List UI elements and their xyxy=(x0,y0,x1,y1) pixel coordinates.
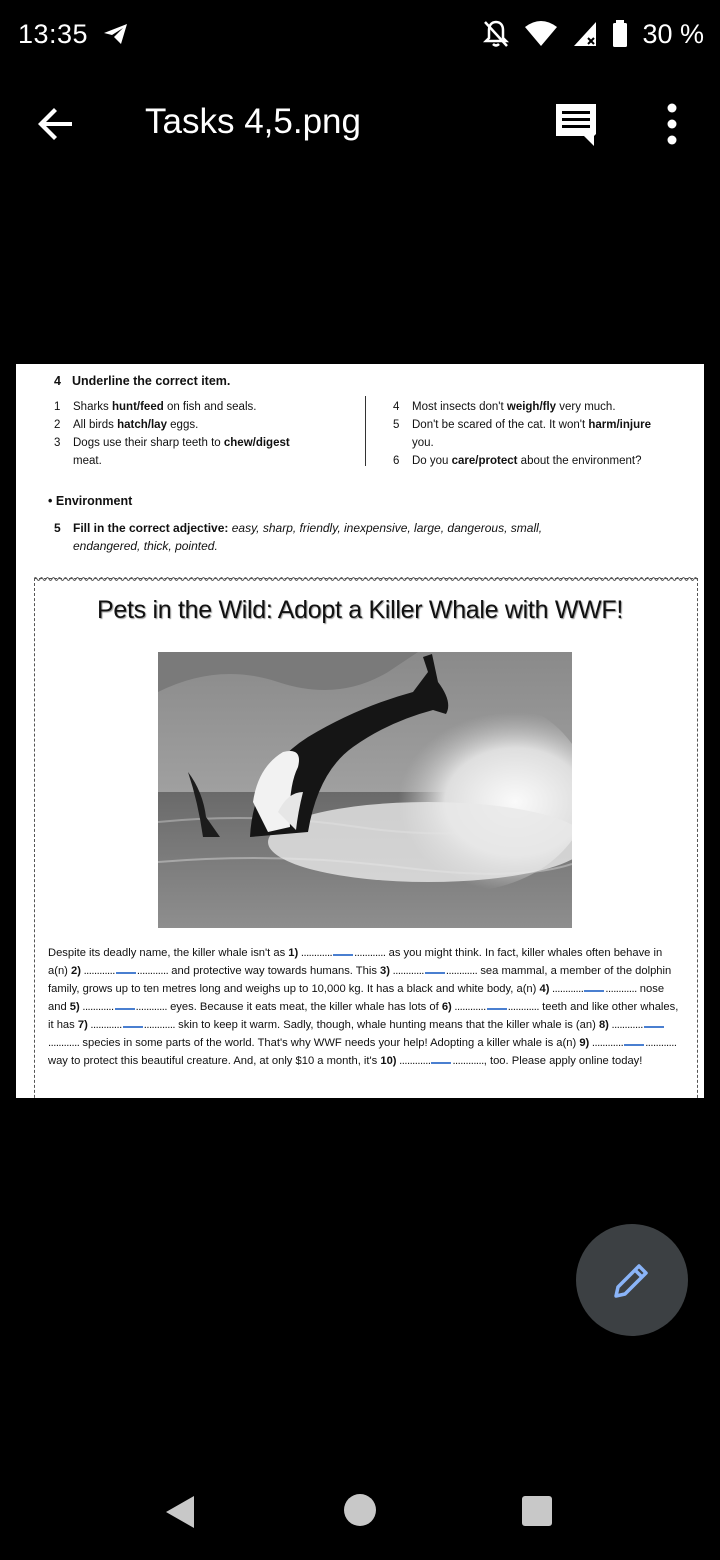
pencil-icon xyxy=(610,1258,654,1302)
item-text: Don't be scared of the cat. It won't harm/injure you. xyxy=(412,419,651,449)
blank-underline xyxy=(624,1038,644,1046)
comment-icon[interactable] xyxy=(550,98,602,150)
task4-left-column xyxy=(54,398,344,470)
item-number: 1 xyxy=(54,401,61,413)
answer-blank: ............ ............ xyxy=(79,1001,167,1013)
environment-heading: • Environment xyxy=(48,494,133,508)
blank-underline xyxy=(116,966,136,974)
nav-back-icon[interactable] xyxy=(164,1494,196,1530)
blank-underline xyxy=(584,984,604,992)
status-time: 13:35 xyxy=(18,18,89,49)
item-number: 4 xyxy=(393,401,400,413)
answer-blank: ............ ............ xyxy=(549,983,637,995)
task4-item xyxy=(54,416,344,434)
cell-signal-icon xyxy=(572,20,598,48)
blank-underline xyxy=(487,1002,507,1010)
column-divider xyxy=(365,396,366,466)
edit-fab-button[interactable] xyxy=(576,1224,688,1336)
system-nav-bar xyxy=(0,1470,720,1560)
arrow-left-icon[interactable] xyxy=(32,100,80,148)
answer-blank: ............ ............ xyxy=(298,947,386,959)
item-text: Sharks hunt/feed on fish and seals. xyxy=(73,401,257,413)
item-number: 3 xyxy=(54,437,61,449)
blank-underline xyxy=(425,966,445,974)
app-bar xyxy=(0,80,720,164)
wifi-icon xyxy=(524,20,558,48)
item-text: Most insects don't weigh/fly very much. xyxy=(412,401,616,413)
blank-underline xyxy=(333,948,353,956)
blank-underline xyxy=(115,1002,135,1010)
notifications-off-icon xyxy=(482,19,510,49)
task4-item xyxy=(393,398,693,416)
battery-percent: 30 % xyxy=(642,18,704,49)
item-text: Do you care/protect about the environment? xyxy=(412,455,642,467)
blank-underline xyxy=(431,1056,451,1064)
answer-blank: ............ ............ xyxy=(80,965,169,977)
wavy-border xyxy=(34,576,698,582)
nav-recents-icon[interactable] xyxy=(522,1496,552,1526)
task4-item xyxy=(54,398,344,416)
item-text: All birds hatch/lay eggs. xyxy=(73,419,199,431)
task4-item xyxy=(54,434,344,470)
nav-home-icon[interactable] xyxy=(344,1494,376,1526)
answer-blank: ............ ............ xyxy=(451,1001,540,1013)
document-image[interactable] xyxy=(16,364,704,1098)
killer-whale-photo xyxy=(158,652,572,928)
item-number: 6 xyxy=(393,455,400,467)
answer-blank: ............ ............ xyxy=(396,1055,484,1067)
article-paragraph: Despite its deadly name, the killer whale isn't as 1) ............ ............ as you might think. In fact, killer whales often behave in a(n) 2) ............ ............ and protective way towards humans. This 3) ............ ............ sea mammal, a member of the dolphin family, grows up to ten metres long and weighs up to 10,000 kg. It has a black and white body, a(n) 4) ............ ............ nose and 5) ............ ............ eyes. Because it eats meat, the killer whale has lots of 6) ............ ............ teeth and like other whales, it has 7) ............ ............ skin to keep it warm. Sadly, though, whale hunting means that the killer whale is (an) 8) ........................ species in some parts of the world. That's why WWF needs your help! Adopting a killer whale is a(n) 9) ............ ............ way to protect this beautiful creature. And, at only $10 a month, it's 10) ............ ............, too. Please apply online today! xyxy=(48,947,679,1067)
task5-instruction: 5 Fill in the correct adjective: easy, sharp, friendly, inexpensive, large, dangerous, small, endangered, thick, pointed. xyxy=(54,521,543,553)
task4-heading: 4 Underline the correct item. xyxy=(54,374,231,388)
article-title: Pets in the Wild: Adopt a Killer Whale with WWF! xyxy=(96,596,624,624)
blank-underline xyxy=(123,1020,143,1028)
task4-item xyxy=(393,416,693,452)
item-number: 5 xyxy=(393,419,400,431)
file-title: Tasks 4,5.png xyxy=(145,102,361,141)
item-text: Dogs use their sharp teeth to chew/digest meat. xyxy=(73,437,290,467)
blank-underline xyxy=(644,1020,664,1028)
answer-blank: ............ ............ xyxy=(87,1019,176,1031)
answer-blank: ............ ............ xyxy=(589,1037,677,1049)
more-vert-icon[interactable] xyxy=(652,98,692,150)
status-bar xyxy=(0,0,720,68)
answer-blank: ........................ xyxy=(48,1019,665,1049)
battery-icon xyxy=(612,20,628,48)
task4-item xyxy=(393,452,693,470)
answer-blank: ............ ............ xyxy=(390,965,478,977)
task4-right-column xyxy=(393,398,693,470)
telegram-icon xyxy=(102,22,130,46)
item-number: 2 xyxy=(54,419,61,431)
